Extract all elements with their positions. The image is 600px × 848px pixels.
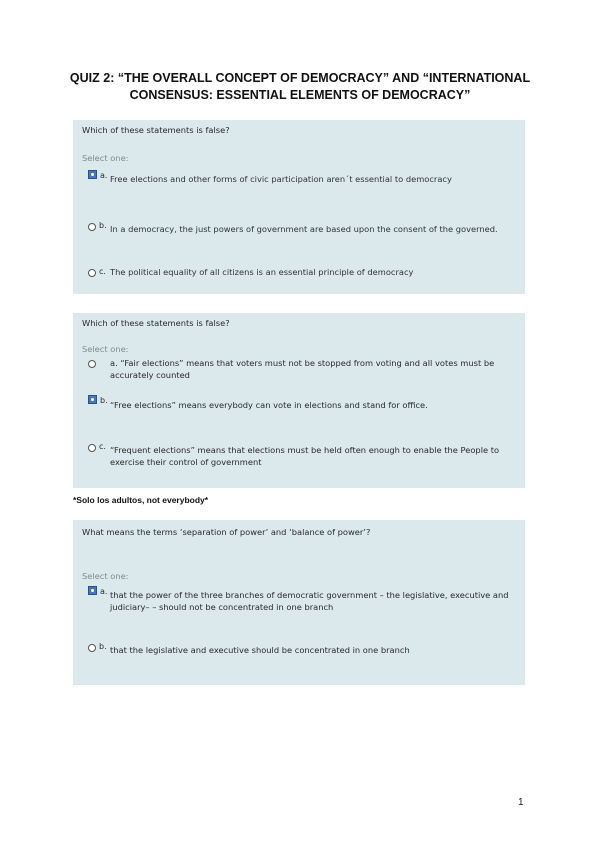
question-text: Which of these statements is false? xyxy=(82,318,230,328)
option-a[interactable]: a. that the power of the three branches of democratic government – the legislative, executive and judiciary– – should not be concentrated in one branch xyxy=(82,586,517,613)
question-card-1 xyxy=(73,120,525,294)
option-c[interactable]: c. “Frequent elections” means that elections must be held often enough to enable the People to exercise their control of government xyxy=(82,441,517,468)
radio-icon[interactable] xyxy=(88,269,96,277)
radio-checked-icon[interactable] xyxy=(88,170,97,179)
question-card-3 xyxy=(73,520,525,685)
radio-icon[interactable] xyxy=(88,444,96,452)
question-text: Which of these statements is false? xyxy=(82,125,230,135)
radio-checked-icon[interactable] xyxy=(88,586,97,595)
select-one-label: Select one: xyxy=(82,153,129,163)
option-a[interactable]: a. “Fair elections” means that voters must not be stopped from voting and all votes must be accurately counted xyxy=(82,357,517,381)
option-label: The political equality of all citizens is an essential principle of democracy xyxy=(110,267,414,277)
answer-note: *Solo los adultos, not everybody* xyxy=(73,495,209,505)
option-label: “Free elections” means everybody can vote in elections and stand for office. xyxy=(110,400,428,410)
select-one-label: Select one: xyxy=(82,571,129,581)
option-label: that the legislative and executive should be concentrated in one branch xyxy=(110,645,410,655)
radio-icon[interactable] xyxy=(88,644,96,652)
option-b[interactable]: b. that the legislative and executive should be concentrated in one branch xyxy=(82,641,517,656)
option-label: “Frequent elections” means that elections must be held often enough to enable the People to exercise their control of government xyxy=(110,445,500,467)
page-title xyxy=(60,70,540,104)
title-line-1: QUIZ 2: “THE OVERALL CONCEPT OF DEMOCRACY” AND “INTERNATIONAL xyxy=(69,71,531,85)
option-a[interactable]: a. Free elections and other forms of civic participation aren´t essential to democracy xyxy=(82,170,517,185)
option-b[interactable]: b. “Free elections” means everybody can vote in elections and stand for office. xyxy=(82,395,517,411)
option-c[interactable]: c. The political equality of all citizens is an essential principle of democracy xyxy=(82,266,517,278)
radio-icon[interactable] xyxy=(88,223,96,231)
select-one-label: Select one: xyxy=(82,344,129,354)
page-number: 1 xyxy=(518,797,524,808)
question-text: What means the terms ‘separation of power’ and ‘balance of power’? xyxy=(82,527,371,537)
radio-checked-icon[interactable] xyxy=(88,395,97,404)
option-label: that the power of the three branches of democratic government – the legislative, executive and judiciary– – should not be concentrated in one branch xyxy=(110,590,509,612)
radio-icon[interactable] xyxy=(88,360,96,368)
option-b[interactable]: b. In a democracy, the just powers of government are based upon the consent of the governed. xyxy=(82,220,517,235)
question-card-2 xyxy=(73,313,525,488)
option-label: Free elections and other forms of civic participation aren´t essential to democracy xyxy=(110,174,452,184)
option-label: In a democracy, the just powers of government are based upon the consent of the governed. xyxy=(110,224,498,234)
title-line-2: CONSENSUS: ESSENTIAL ELEMENTS OF DEMOCRACY” xyxy=(129,88,471,102)
option-label: “Fair elections” means that voters must not be stopped from voting and all votes must be accurately counted xyxy=(110,358,495,380)
